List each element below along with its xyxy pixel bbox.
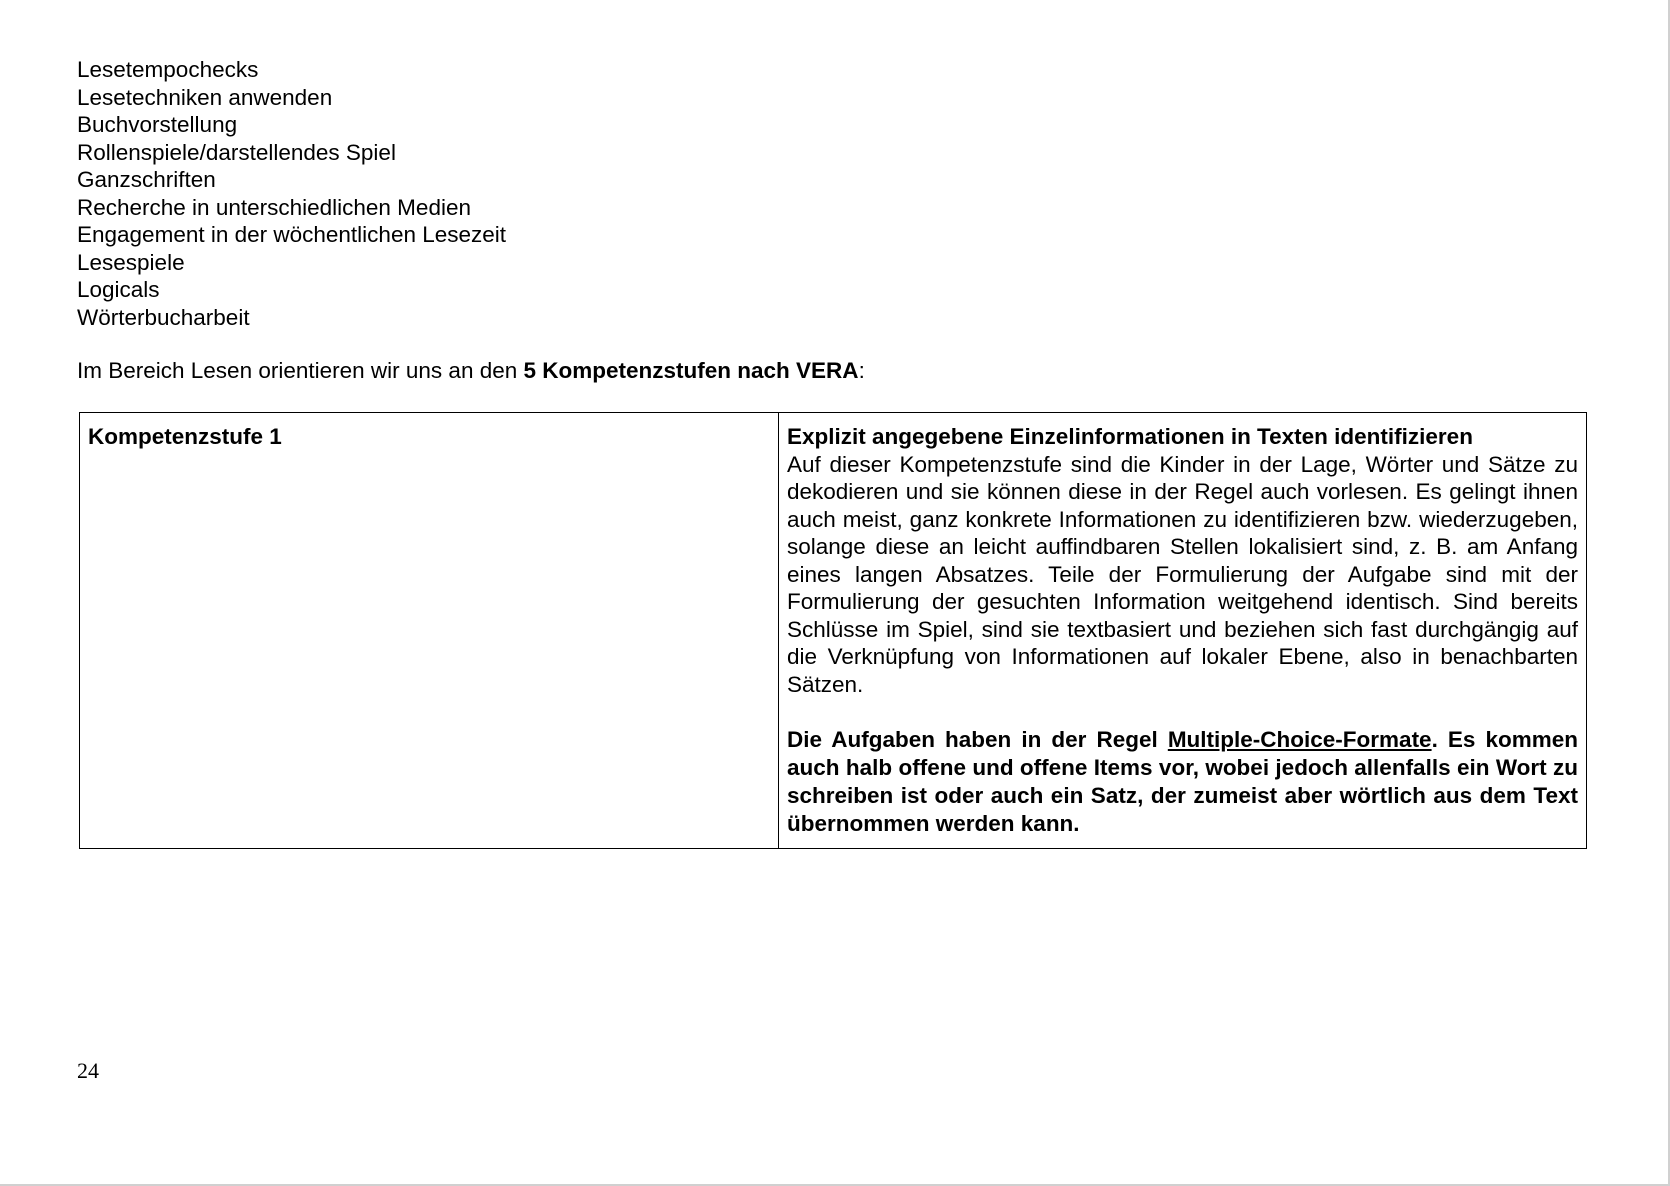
intro-punctuation: : [858,358,865,383]
list-item: Recherche in unterschiedlichen Medien [77,194,471,220]
task-text-before: Die Aufgaben haben in der Regel [787,726,1168,752]
list-item: Lesetechniken anwenden [77,84,333,110]
list-item: Lesespiele [77,249,185,275]
task-format-paragraph [787,726,1578,838]
intro-paragraph [77,357,865,385]
competence-table [79,412,1587,849]
competence-level-label: Kompetenzstufe 1 [88,424,282,449]
page-number: 24 [77,1058,99,1083]
task-text-after: . Es kommen auch halb offene und offene Items vor, wobei jedoch allenfalls ein Wort zu schreiben ist oder auch ein Satz, der zumeist aber wörtlich aus dem Text übernommen werden kann. [787,726,1578,836]
task-text-underlined: Multiple-Choice-Formate [1167,726,1432,752]
list-item: Logicals [77,277,160,302]
list-item: Engagement in der wöchentlichen Lesezeit [77,222,507,247]
list-item: Wörterbucharbeit [77,304,250,330]
intro-bold-text: 5 Kompetenzstufen nach VERA [523,358,859,383]
list-item: Ganzschriften [77,167,216,192]
table-row [80,413,1587,849]
paragraph-spacer [787,698,1578,726]
competence-description-cell [779,413,1587,849]
reading-methods-list [77,56,506,331]
list-item: Buchvorstellung [77,112,238,137]
list-item: Lesetempochecks [77,57,259,82]
competence-heading: Explizit angegebene Einzelinformationen in Texten identifizieren [787,424,1473,449]
intro-text: Im Bereich Lesen orientieren wir uns an den [77,358,524,383]
competence-description: Auf dieser Kompetenzstufe sind die Kinder in der Lage, Wörter und Sätze zu dekodieren und sie können diese in der Regel auch vorlesen. Es gelingt ihnen auch meist, ganz konkrete Informationen zu identifizieren bzw. wiederzugeben, solange diese an leicht auffindbaren Stellen lokalisiert sind, z. B. am Anfang eines langen Absatzes. Teile der Formulierung der Aufgabe sind mit der Formulierung der gesuchten Information weitgehend identisch. Sind bereits Schlüsse im Spiel, sind sie textbasiert und beziehen sich fast durchgängig auf die Verknüpfung von Informationen auf lokaler Ebene, also in benachbarten Sätzen. [787,451,1578,697]
competence-level-cell [80,413,779,849]
list-item: Rollenspiele/darstellendes Spiel [77,139,396,165]
